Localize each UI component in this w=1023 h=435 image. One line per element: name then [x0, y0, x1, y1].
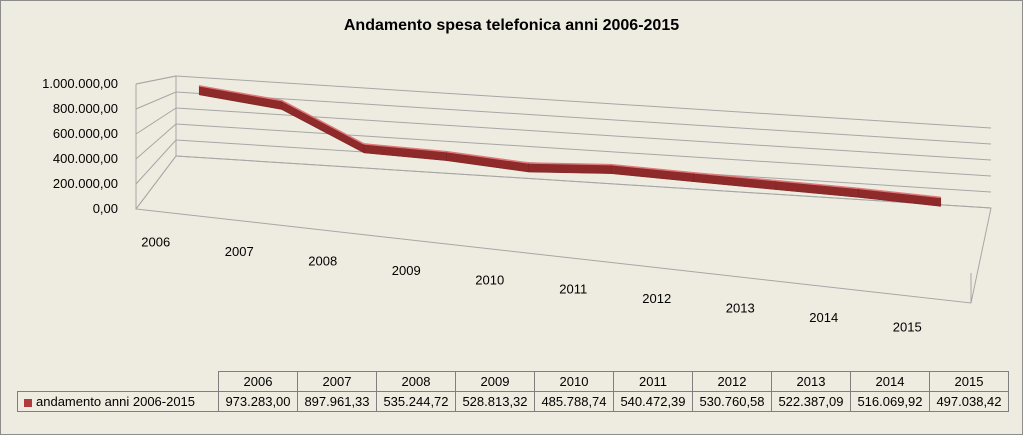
plot-area — [1, 1, 1022, 369]
x-tick-label: 2009 — [391, 262, 421, 278]
data-table-year-cell: 2011 — [614, 372, 693, 392]
series-segment-highlight — [282, 100, 364, 143]
y-tick-label: 600.000,00 — [52, 126, 118, 141]
data-table-value-cell: 530.760,58 — [693, 392, 772, 412]
data-table-value-cell: 540.472,39 — [614, 392, 693, 412]
series-name: andamento anni 2006-2015 — [36, 394, 196, 409]
y-tick-label: 0,00 — [92, 201, 118, 216]
data-table-value-cell: 897.961,33 — [298, 392, 377, 412]
y-tick-label: 1.000.000,00 — [42, 76, 118, 91]
data-table-year-cell: 2009 — [456, 372, 535, 392]
data-table-value-cell: 973.283,00 — [219, 392, 298, 412]
y-tick-label: 400.000,00 — [52, 151, 118, 166]
series-segment — [282, 100, 364, 152]
data-table-series-cell — [18, 392, 219, 412]
data-table-value-cell: 528.813,32 — [456, 392, 535, 412]
x-tick-label: 2014 — [809, 309, 839, 325]
data-table-year-cell: 2010 — [535, 372, 614, 392]
data-table-value-cell: 485.788,74 — [535, 392, 614, 412]
x-tick-label: 2008 — [308, 253, 338, 269]
data-table-corner — [18, 372, 219, 392]
series-segment — [364, 144, 446, 161]
y-tick-label: 800.000,00 — [52, 101, 118, 116]
data-table-value-cell: 522.387,09 — [772, 392, 851, 412]
data-table-year-cell: 2013 — [772, 372, 851, 392]
legend-key — [24, 399, 32, 407]
x-tick-label: 2011 — [559, 281, 588, 297]
data-table-header-row — [18, 372, 1009, 392]
data-table-year-cell: 2008 — [377, 372, 456, 392]
gridline — [176, 76, 991, 128]
left-gridline — [136, 76, 176, 84]
left-gridline — [136, 92, 176, 109]
data-table-year-cell: 2006 — [219, 372, 298, 392]
data-table-value-cell: 497.038,42 — [930, 392, 1009, 412]
x-tick-label: 2007 — [224, 244, 254, 260]
x-tick-label: 2006 — [141, 234, 171, 250]
data-table-value-row — [18, 392, 1009, 412]
data-table-year-cell: 2014 — [851, 372, 930, 392]
series-segment — [611, 165, 693, 182]
chart-title: Andamento spesa telefonica anni 2006-2015 — [343, 17, 680, 34]
data-table-year-cell: 2012 — [693, 372, 772, 392]
y-tick-label: 200.000,00 — [52, 176, 118, 191]
data-table-year-cell: 2015 — [930, 372, 1009, 392]
data-table-value-cell: 535.244,72 — [377, 392, 456, 412]
data-table-year-cell: 2007 — [298, 372, 377, 392]
x-tick-label: 2012 — [642, 291, 672, 307]
left-gridline — [136, 108, 176, 134]
x-tick-label: 2013 — [725, 300, 755, 316]
data-table-value-cell: 516.069,92 — [851, 392, 930, 412]
x-tick-label: 2010 — [475, 272, 505, 288]
data-table — [17, 371, 1009, 412]
left-gridline — [136, 124, 176, 159]
x-tick-label: 2015 — [892, 319, 922, 335]
